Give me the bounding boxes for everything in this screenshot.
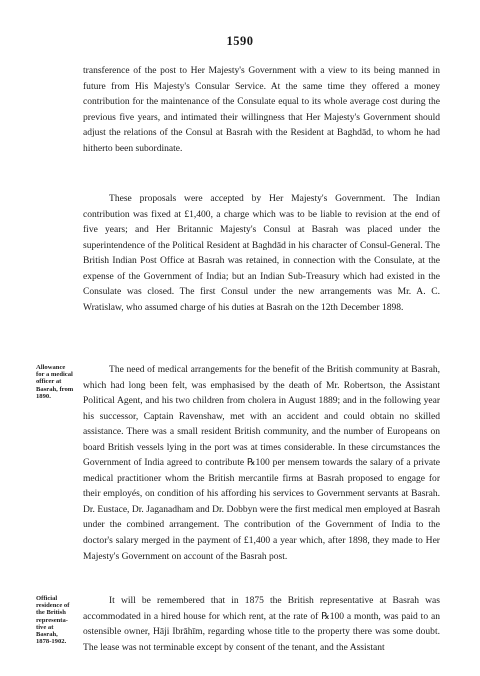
- margin-note-official-residence: Official residence of the British representa- tive at Basrah, 1878-1902.: [36, 595, 70, 646]
- paragraph-proposals-accepted: [83, 191, 440, 315]
- page-number: 1590: [226, 34, 254, 48]
- paragraph-transference: [83, 63, 440, 156]
- paragraph-text: It will be remembered that in 1875 the British representative at Basrah was accommodated in a hired house for which rent, at the rate of ℞100 a month, was paid to an ostensible owner, Hāji Ibrāhīm, regarding whose title to the property there was some doubt. The lease was not terminable except by consent of the tenant, and the Assistant: [83, 595, 440, 653]
- margin-note-medical-officer: Allowance for a medical officer at Basrah, from 1890.: [36, 364, 74, 400]
- paragraph-official-residence: [83, 593, 440, 655]
- paragraph-text: The need of medical arrangements for the benefit of the British community at Basrah, which had long been felt, was emphasised by the death of Mr. Robertson, the Assistant Political Agent, and his two children from cholera in August 1889; and in the following year his successor, Captain Ravenshaw, met with an accident and could obtain no skilled assistance. There was a small resident British community, and the number of Europeans on board British vessels lying in the port was at times considerable. In these circumstances the Government of India agreed to contribute ℞100 per mensem towards the salary of a private medical practitioner whom the British mercantile firms at Basrah proposed to engage for their employés, on condition of his affording his services to Government servants at Basrah. Dr. Eustace, Dr. Jaganadham and Dr. Dobbyn were the first medical men employed at Basrah under the combined arrangement. The contribution of the Government of India to the doctor's salary merged in the payment of £1,400 a year which, after 1898, they made to Her Majesty's Government on account of the Basrah post.: [83, 364, 440, 562]
- paragraph-text: These proposals were accepted by Her Majesty's Government. The Indian contribution was fixed at £1,400, a charge which was to be liable to revision at the end of five years; and Her Britannic Majesty's Consul at Basrah was placed under the superintendence of the Political Resident at Baghdād in his character of Consul-General. The British Indian Post Office at Basrah was retained, in connection with the Consulate, at the expense of the Government of India; but an Indian Sub-Treasury which had existed in the Consulate was closed. The first Consul under the new arrangements was Mr. A. C. Wratislaw, who assumed charge of his duties at Basrah on the 12th December 1898.: [83, 193, 440, 313]
- paragraph-medical-arrangements: [83, 362, 440, 564]
- paragraph-text: transference of the post to Her Majesty's Government with a view to its being manned in future from His Majesty's Consular Service. At the same time they offered a money contribution for the maintenance of the Consulate equal to its whole average cost during the previous five years, and intimated their willingness that Her Majesty's Government should adjust the relations of the Consul at Basrah with the Resident at Baghdād, to whom he had hitherto been subordinate.: [83, 65, 440, 154]
